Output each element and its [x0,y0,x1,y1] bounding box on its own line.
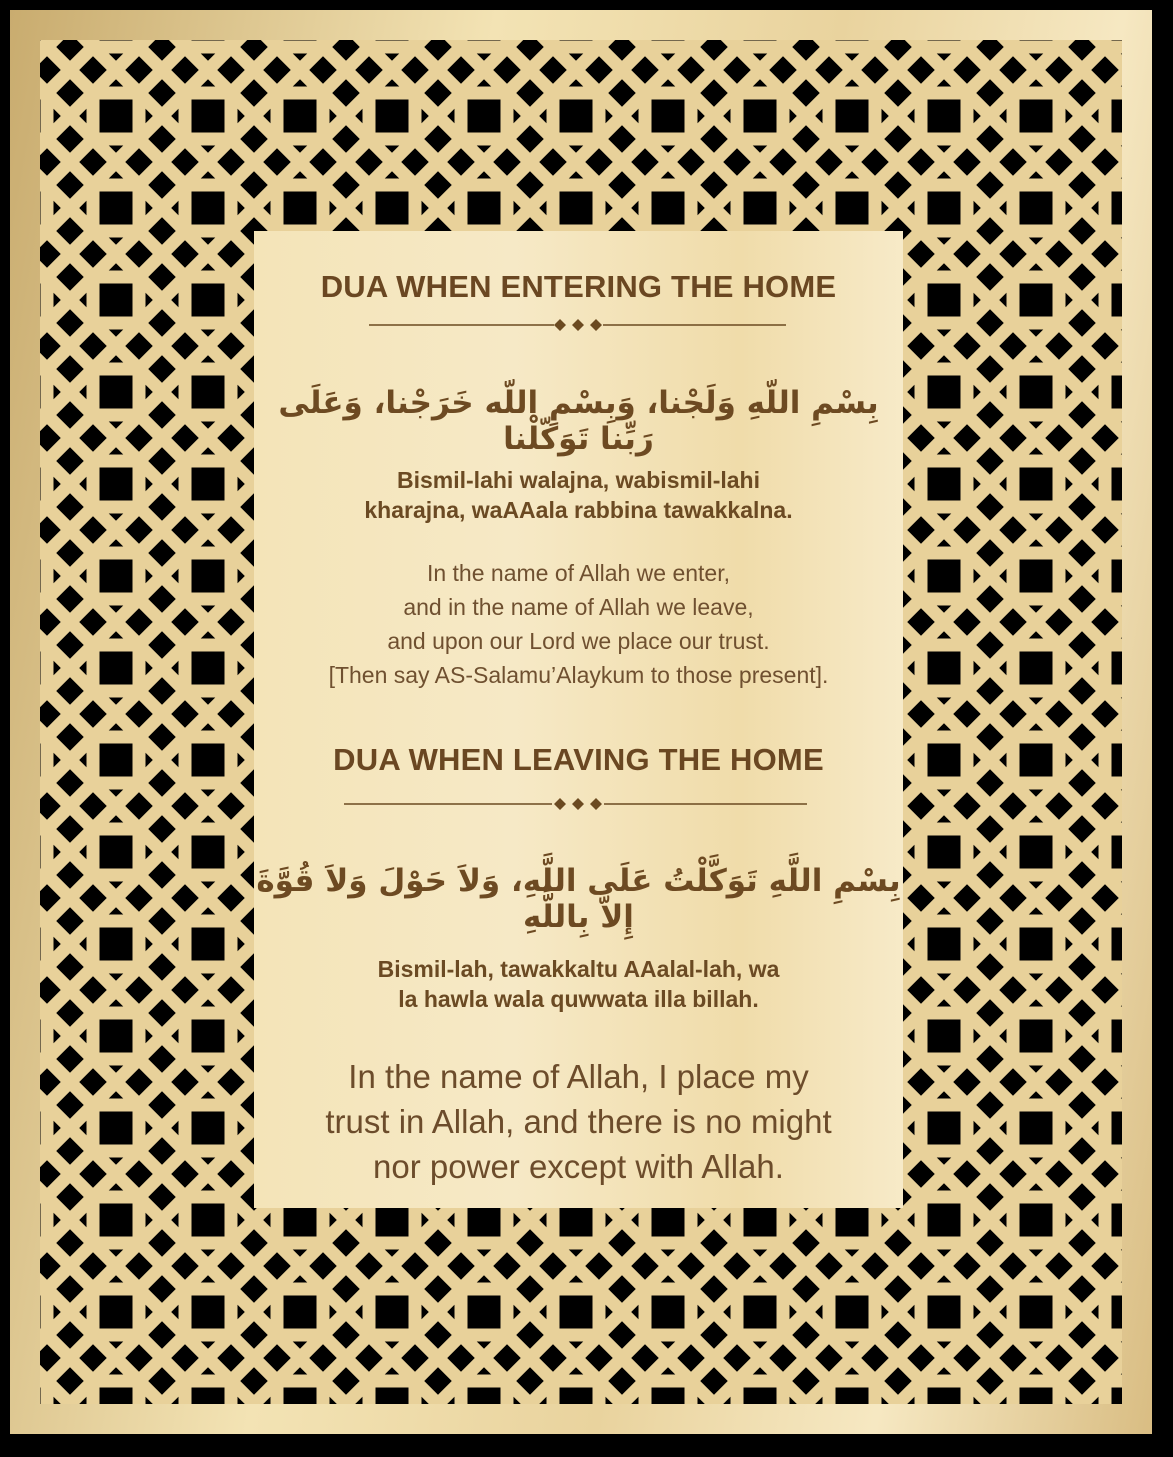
transliteration-line: Bismil-lahi walajna, wabismil-lahi [397,467,760,493]
meaning-line: In the name of Allah we enter, [426,560,731,586]
meaning-entering [254,556,903,692]
meaning-line: [Then say AS-Salamu’Alaykum to those present]. [328,662,829,688]
meaning-leaving [254,1054,903,1189]
arabic-leaving: بِسْمِ اللَّهِ تَوَكَّلْتُ عَلَى اللَّهِ، وَلاَ حَوْلَ وَلاَ قُوَّةَ إِلاَّ بِاللَّهِ [256,863,901,935]
ornament-divider [254,315,903,335]
meaning-line: and upon our Lord we place our trust. [387,628,770,654]
transliteration-line: la hawla wala quwwata illa billah. [398,986,759,1012]
section-title-leaving: DUA WHEN LEAVING THE HOME [333,742,824,777]
meaning-line: In the name of Allah, I place my [348,1058,809,1095]
arabic-entering: بِسْمِ اللّهِ وَلَجْنا، وَبِسْمِ اللّه خَرَجْنا، وَعَلَى رَبِّنا تَوَكّلْنا [278,385,879,457]
ornament-divider [254,794,903,814]
section-title-entering: DUA WHEN ENTERING THE HOME [320,269,837,304]
transliteration-line: Bismil-lah, tawakkaltu AAalal-lah, wa [377,956,780,982]
transliteration-entering [254,465,903,525]
meaning-line: and in the name of Allah we leave, [403,594,754,620]
meaning-line: trust in Allah, and there is no might [325,1103,832,1140]
transliteration-line: kharajna, waAAala rabbina tawakkalna. [364,497,793,523]
transliteration-leaving [254,954,903,1014]
meaning-line: nor power except with Allah. [373,1148,784,1185]
text-panel [254,231,903,1208]
